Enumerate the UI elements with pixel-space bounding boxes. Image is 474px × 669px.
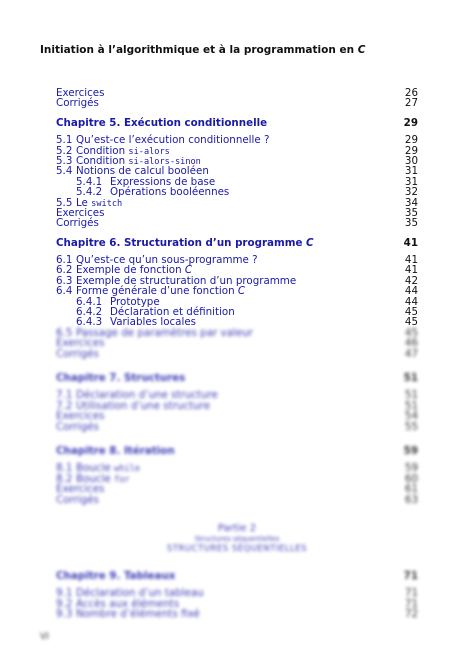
toc-entry-label: Exercices — [56, 483, 105, 496]
toc-chapter-8[interactable] — [56, 446, 418, 456]
toc-chapter-title: Chapitre 8. Itération — [56, 444, 175, 457]
table-of-contents — [56, 88, 418, 619]
toc-entry-page: 29 — [404, 134, 418, 147]
toc-chapter-title: Chapitre 6. Structuration d’un programme — [56, 236, 303, 249]
toc-entry-lang: C — [237, 285, 246, 298]
toc-chapter-title: Chapitre 5. Exécution conditionnelle — [56, 116, 268, 129]
page-folio: VI — [40, 632, 49, 642]
toc-entry-number: 6.4.2 — [76, 306, 103, 319]
toc-entry-page: 34 — [404, 196, 418, 209]
blurred-region — [56, 328, 418, 620]
toc-entry-label: Accès aux éléments — [76, 597, 180, 610]
toc-entry-label: Corrigés — [56, 97, 99, 110]
toc-chapter-page: 71 — [403, 569, 418, 582]
toc-entry-label: Exercices — [56, 337, 105, 350]
toc-entry-number: 7.2 — [56, 399, 73, 412]
toc-entry-label: Le — [76, 196, 88, 209]
toc-entry-page: 63 — [404, 493, 418, 506]
toc-entry-page: 54 — [404, 410, 418, 423]
part-name: STRUCTURES SÉQUENTIELLES — [166, 543, 308, 554]
toc-entry-label: Exemple de structuration d’un programme — [76, 274, 297, 287]
toc-entry-solutions[interactable] — [56, 218, 418, 228]
toc-entry-label: Prototype — [110, 295, 160, 308]
toc-entry-exercises[interactable] — [56, 88, 418, 98]
toc-entry-5-1[interactable] — [56, 135, 418, 145]
toc-entry-label: Opérations booléennes — [110, 186, 230, 199]
toc-chapter-page: 41 — [403, 236, 418, 249]
toc-entry-page: 46 — [404, 337, 418, 350]
part-subtitle: Structures séquentielles — [194, 534, 280, 543]
toc-entry-label: Condition — [76, 154, 126, 167]
toc-entry-page: 47 — [404, 347, 418, 360]
toc-entry-label: Variables locales — [110, 316, 197, 329]
toc-chapter-lang: C — [306, 236, 314, 249]
toc-entry-page: 71 — [404, 587, 418, 600]
toc-entry-5-5[interactable] — [56, 198, 418, 208]
toc-entry-page: 42 — [404, 274, 418, 287]
toc-entry-number: 5.3 — [56, 154, 73, 167]
toc-entry-solutions[interactable] — [56, 422, 418, 432]
toc-entry-solutions[interactable] — [56, 495, 418, 505]
toc-entry-6-5[interactable] — [56, 328, 418, 338]
toc-entry-solutions[interactable] — [56, 98, 418, 108]
toc-chapter-9[interactable] — [56, 571, 418, 581]
toc-entry-page: 72 — [404, 608, 418, 621]
toc-entry-page: 59 — [404, 462, 418, 475]
toc-entry-number: 9.1 — [56, 587, 73, 600]
toc-entry-label: Condition — [76, 144, 126, 157]
toc-entry-exercises[interactable] — [56, 338, 418, 348]
toc-entry-label: Notions de calcul booléen — [76, 165, 209, 178]
toc-entry-page: 31 — [404, 175, 418, 188]
toc-chapter-page: 29 — [403, 116, 418, 129]
toc-entry-number: 6.2 — [56, 264, 73, 277]
toc-entry-label: Nombre d’éléments fixé — [76, 608, 200, 621]
toc-entry-number: 5.5 — [56, 196, 73, 209]
toc-entry-number: 8.2 — [56, 472, 73, 485]
toc-entry-label: Déclaration et définition — [110, 306, 235, 319]
toc-entry-label: Exercices — [56, 206, 105, 219]
toc-entry-number: 5.4.2 — [76, 186, 103, 199]
toc-entry-page: 35 — [404, 217, 418, 230]
toc-entry-label: Déclaration d’un tableau — [76, 587, 204, 600]
running-header-lang: C — [357, 44, 366, 56]
toc-entry-exercises[interactable] — [56, 208, 418, 218]
toc-chapter-5[interactable] — [56, 118, 418, 128]
toc-entry-solutions[interactable] — [56, 349, 418, 359]
toc-entry-page: 41 — [404, 264, 418, 277]
toc-entry-lang: C — [184, 264, 193, 277]
toc-entry-page: 71 — [404, 597, 418, 610]
toc-entry-code: si-alors-sinon — [128, 156, 201, 167]
toc-entry-label: Expressions de base — [110, 175, 216, 188]
toc-entry-label: Forme générale d’une fonction — [76, 285, 235, 298]
toc-chapter-title: Chapitre 9. Tableaux — [56, 569, 176, 582]
toc-entry-page: 60 — [404, 472, 418, 485]
toc-entry-page: 44 — [404, 285, 418, 298]
running-header-text: Initiation à l’algorithmique et à la programmation en — [40, 44, 358, 56]
toc-entry-page: 32 — [404, 186, 418, 199]
toc-entry-8-2[interactable] — [56, 474, 418, 484]
toc-entry-number: 7.1 — [56, 389, 73, 402]
toc-entry-number: 5.4 — [56, 165, 73, 178]
toc-entry-number: 6.4.1 — [76, 295, 103, 308]
toc-entry-page: 61 — [404, 483, 418, 496]
toc-entry-page: 26 — [404, 87, 418, 99]
toc-entry-number: 5.2 — [56, 144, 73, 157]
toc-chapter-page: 51 — [403, 371, 418, 384]
toc-part-2[interactable] — [56, 523, 418, 555]
running-header — [40, 44, 365, 56]
toc-entry-label: Qu’est-ce qu’un sous-programme ? — [76, 254, 258, 267]
toc-entry-number: 9.3 — [56, 608, 73, 621]
toc-entry-label: Boucle — [76, 462, 111, 475]
toc-entry-page: 29 — [404, 144, 418, 157]
toc-entry-number: 8.1 — [56, 462, 73, 475]
toc-entry-page: 51 — [404, 399, 418, 412]
toc-entry-label: Corrigés — [56, 217, 99, 230]
toc-entry-5-4-2[interactable] — [56, 187, 418, 197]
toc-entry-code: for — [114, 474, 130, 485]
toc-entry-code: si-alors — [128, 146, 170, 157]
toc-entry-number: 5.1 — [56, 134, 73, 147]
toc-entry-label: Qu’est-ce l’exécution conditionnelle ? — [76, 134, 270, 147]
toc-entry-number: 5.4.1 — [76, 175, 103, 188]
part-title: Partie 2 — [217, 522, 257, 534]
toc-entry-code: while — [114, 464, 140, 475]
toc-entry-code: switch — [91, 198, 123, 209]
toc-entry-page: 45 — [404, 316, 418, 329]
toc-entry-page: 35 — [404, 206, 418, 219]
toc-entry-page: 55 — [404, 420, 418, 433]
toc-entry-page: 30 — [404, 154, 418, 167]
toc-entry-label: Exercices — [56, 410, 105, 423]
toc-entry-label: Corrigés — [56, 347, 99, 360]
toc-entry-number: 6.4 — [56, 285, 73, 298]
toc-entry-page: 45 — [404, 306, 418, 319]
toc-entry-page: 31 — [404, 165, 418, 178]
toc-chapter-page: 59 — [403, 444, 418, 457]
toc-entry-label: Utilisation d’une structure — [76, 399, 211, 412]
toc-entry-exercises[interactable] — [56, 484, 418, 494]
toc-chapter-7[interactable] — [56, 373, 418, 383]
toc-entry-label: Corrigés — [56, 493, 99, 506]
toc-chapter-title: Chapitre 7. Structures — [56, 371, 186, 384]
toc-entry-number: 9.2 — [56, 597, 73, 610]
toc-entry-label: Exercices — [56, 87, 105, 99]
toc-entry-exercises[interactable] — [56, 411, 418, 421]
toc-entry-number: 6.4.3 — [76, 316, 103, 329]
toc-entry-page: 27 — [404, 97, 418, 110]
toc-chapter-6[interactable] — [56, 238, 418, 248]
toc-entry-9-3[interactable] — [56, 609, 418, 619]
toc-entry-page: 44 — [404, 295, 418, 308]
toc-entry-page: 45 — [404, 326, 418, 339]
toc-entry-label: Déclaration d’une structure — [76, 389, 218, 402]
toc-entry-label: Boucle — [76, 472, 111, 485]
toc-entry-number: 6.1 — [56, 254, 73, 267]
toc-entry-label: Exemple de fonction — [76, 264, 182, 277]
toc-entry-label: Passage de paramètres par valeur — [76, 326, 253, 339]
toc-entry-number: 6.5 — [56, 326, 73, 339]
toc-entry-page: 41 — [404, 254, 418, 267]
toc-entry-number: 6.3 — [56, 274, 73, 287]
toc-entry-7-2[interactable] — [56, 401, 418, 411]
toc-entry-page: 51 — [404, 389, 418, 402]
toc-entry-label: Corrigés — [56, 420, 99, 433]
